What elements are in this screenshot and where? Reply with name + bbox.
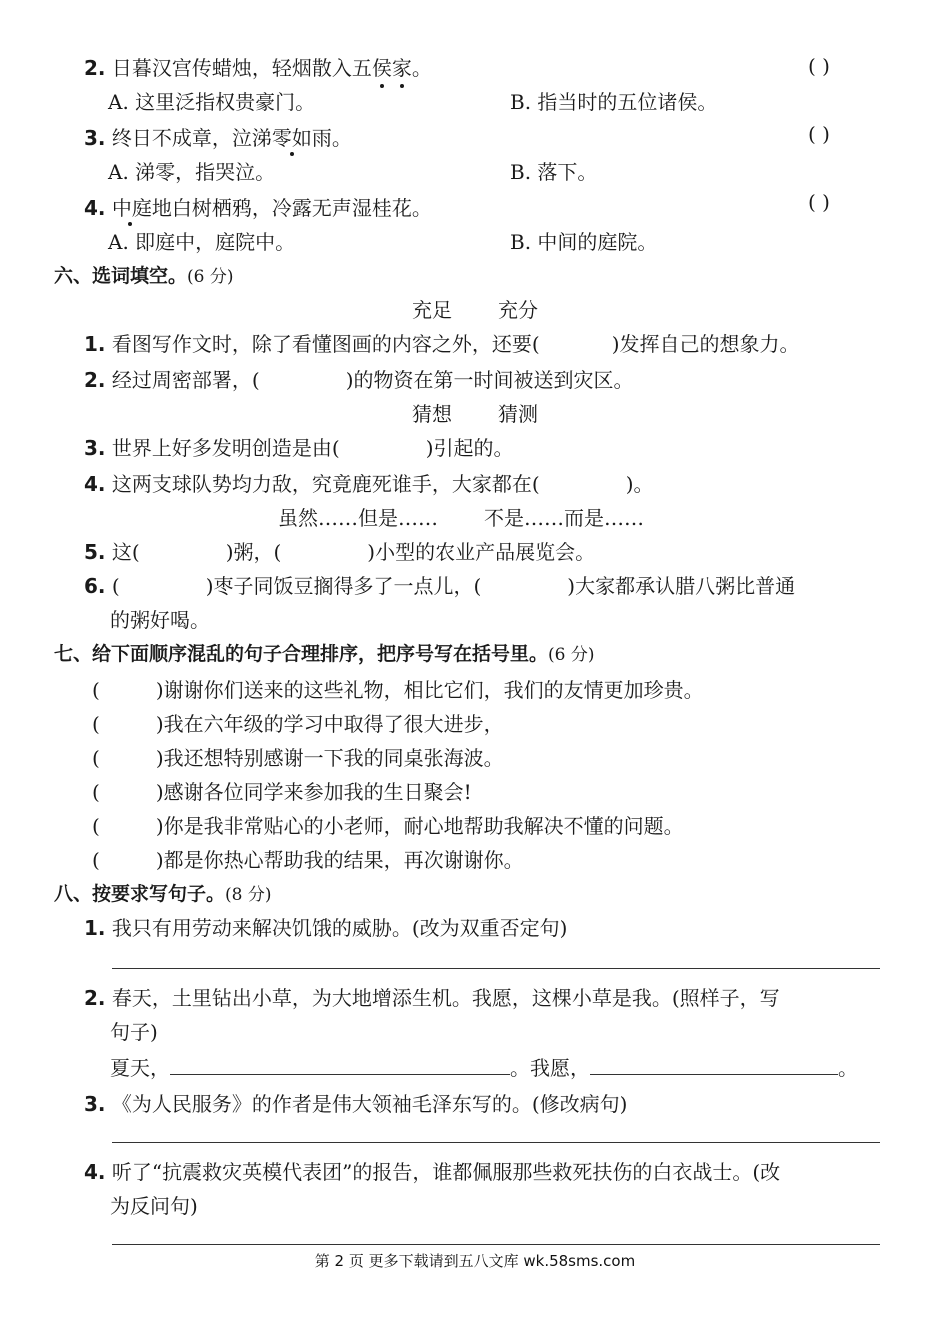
item-number: 3. bbox=[84, 436, 106, 460]
order-sentence: 我还想特别感谢一下我的同桌张海波。 bbox=[163, 746, 504, 770]
q6-item-2 bbox=[84, 366, 634, 394]
section-6-heading bbox=[54, 262, 234, 291]
fill-label: 。我愿， bbox=[510, 1056, 590, 1080]
item-number: 4. bbox=[84, 196, 106, 220]
heading-text: 六、选词填空。 bbox=[54, 265, 188, 287]
q8-item-2-cont: 句子) bbox=[110, 1020, 158, 1044]
item-text: )大家都承认腊八粥比普通 bbox=[567, 574, 796, 598]
item-number: 1. bbox=[84, 916, 106, 940]
answer-paren[interactable]: ( ) bbox=[808, 190, 830, 214]
item-text: 春天，土里钻出小草，为大地增添生机。我愿，这棵小草是我。(照样子，写 bbox=[111, 986, 780, 1010]
order-sentence: 你是我非常贴心的小老师，耐心地帮助我解决不懂的问题。 bbox=[163, 814, 684, 838]
item-text: )小型的农业产品展览会。 bbox=[367, 540, 596, 564]
order-paren-open[interactable]: ( bbox=[92, 848, 100, 872]
option-b: B. 中间的庭院。 bbox=[510, 230, 658, 254]
word-choice: 充分 bbox=[498, 298, 538, 322]
score-label: (6 分) bbox=[548, 645, 595, 665]
q8-item-4-cont: 为反问句) bbox=[110, 1194, 198, 1218]
emphasis-dot bbox=[400, 84, 404, 88]
word-choices-1 bbox=[412, 296, 538, 324]
section-7-heading bbox=[54, 640, 595, 669]
score-label: (6 分) bbox=[187, 267, 234, 287]
item-text: 这两支球队势均力敌，究竟鹿死谁手，大家都在( bbox=[111, 472, 540, 496]
option-a: A. 这里泛指权贵豪门。 bbox=[108, 90, 316, 114]
item-number: 2. bbox=[84, 368, 106, 392]
item-number: 2. bbox=[84, 986, 106, 1010]
order-paren-open[interactable]: ( bbox=[92, 814, 100, 838]
item-number: 3. bbox=[84, 126, 106, 150]
item-text: )枣子同饭豆搁得多了一点儿，( bbox=[205, 574, 482, 598]
item-text: )粥，( bbox=[225, 540, 282, 564]
q8-item-4 bbox=[84, 1158, 780, 1186]
emphasis-dot bbox=[290, 152, 294, 156]
item-number: 3. bbox=[84, 1092, 106, 1116]
order-sentence: 谢谢你们送来的这些礼物，相比它们，我们的友情更加珍贵。 bbox=[163, 678, 704, 702]
page-footer: 第 2 页 更多下载请到五八文库 wk.58sms.com bbox=[314, 1252, 636, 1270]
q5-item-4 bbox=[84, 194, 432, 222]
q6-item-3 bbox=[84, 434, 514, 462]
item-text: 《为人民服务》的作者是伟大领袖毛泽东写的。(修改病句) bbox=[111, 1092, 628, 1116]
word-choice: 虽然……但是…… bbox=[278, 506, 438, 530]
answer-paren[interactable]: ( ) bbox=[808, 122, 830, 146]
option-b: B. 指当时的五位诸侯。 bbox=[510, 90, 718, 114]
order-item: ( )都是你热心帮助我的结果，再次谢谢你。 bbox=[92, 848, 524, 872]
fill-blank[interactable] bbox=[590, 1054, 838, 1075]
order-item: ( )你是我非常贴心的小老师，耐心地帮助我解决不懂的问题。 bbox=[92, 814, 684, 838]
emphasis-dot bbox=[380, 84, 384, 88]
heading-text: 八、按要求写句子。 bbox=[54, 883, 226, 905]
item-text: 听了“抗震救灾英模代表团”的报告，谁都佩服那些救死扶伤的白衣战士。(改 bbox=[111, 1160, 781, 1184]
order-sentence: 我在六年级的学习中取得了很大进步， bbox=[163, 712, 504, 736]
q8-item-2 bbox=[84, 984, 780, 1012]
item-text: )发挥自己的想象力。 bbox=[611, 332, 800, 356]
answer-line[interactable] bbox=[112, 968, 880, 969]
item-text: 我只有用劳动来解决饥饿的威胁。(改为双重否定句) bbox=[111, 916, 568, 940]
option-b: B. 落下。 bbox=[510, 160, 598, 184]
q8-item-2-fill bbox=[110, 1054, 858, 1082]
q8-item-3 bbox=[84, 1090, 627, 1118]
answer-line[interactable] bbox=[112, 1142, 880, 1143]
fill-label: 夏天， bbox=[110, 1056, 170, 1080]
order-paren-open[interactable]: ( bbox=[92, 780, 100, 804]
answer-paren[interactable]: ( ) bbox=[808, 54, 830, 78]
item-text: 看图写作文时，除了看懂图画的内容之外，还要( bbox=[111, 332, 540, 356]
item-number: 6. bbox=[84, 574, 106, 598]
item-text: 这( bbox=[111, 540, 140, 564]
item-number: 5. bbox=[84, 540, 106, 564]
fill-label: 。 bbox=[838, 1056, 858, 1080]
q6-item-6 bbox=[84, 572, 795, 600]
q5-item-3 bbox=[84, 124, 352, 152]
item-number: 1. bbox=[84, 332, 106, 356]
word-choice: 充足 bbox=[412, 298, 452, 322]
order-paren-open[interactable]: ( bbox=[92, 746, 100, 770]
order-paren-open[interactable]: ( bbox=[92, 712, 100, 736]
word-choice: 不是……而是…… bbox=[484, 506, 644, 530]
emphasis-dot bbox=[128, 222, 132, 226]
word-choices-3 bbox=[278, 504, 644, 532]
word-choice: 猜想 bbox=[412, 402, 452, 426]
item-text: )引起的。 bbox=[425, 436, 514, 460]
order-paren-open[interactable]: ( bbox=[92, 678, 100, 702]
item-text: )的物资在第一时间被送到灾区。 bbox=[345, 368, 634, 392]
order-sentence: 都是你热心帮助我的结果，再次谢谢你。 bbox=[163, 848, 524, 872]
section-8-heading bbox=[54, 880, 272, 909]
item-text: 世界上好多发明创造是由( bbox=[111, 436, 340, 460]
item-text: 经过周密部署，( bbox=[111, 368, 260, 392]
q5-item-2 bbox=[84, 54, 432, 82]
item-text: )。 bbox=[625, 472, 654, 496]
item-number: 4. bbox=[84, 1160, 106, 1184]
q6-item-5 bbox=[84, 538, 595, 566]
order-item: ( )谢谢你们送来的这些礼物，相比它们，我们的友情更加珍贵。 bbox=[92, 678, 704, 702]
answer-line[interactable] bbox=[112, 1244, 880, 1245]
item-number: 2. bbox=[84, 56, 106, 80]
fill-blank[interactable] bbox=[170, 1054, 510, 1075]
item-number: 4. bbox=[84, 472, 106, 496]
order-item: ( )感谢各位同学来参加我的生日聚会! bbox=[92, 780, 472, 804]
q8-item-1 bbox=[84, 914, 567, 942]
option-a: A. 即庭中，庭院中。 bbox=[108, 230, 296, 254]
item-text: 终日不成章，泣涕零如雨。 bbox=[111, 126, 352, 150]
order-item: ( )我还想特别感谢一下我的同桌张海波。 bbox=[92, 746, 504, 770]
score-label: (8 分) bbox=[225, 885, 272, 905]
heading-text: 七、给下面顺序混乱的句子合理排序，把序号写在括号里。 bbox=[54, 643, 549, 665]
order-sentence: 感谢各位同学来参加我的生日聚会! bbox=[163, 780, 472, 804]
option-a: A. 涕零，指哭泣。 bbox=[108, 160, 276, 184]
item-text: 日暮汉宫传蜡烛，轻烟散入五侯家。 bbox=[111, 56, 432, 80]
q6-item-4 bbox=[84, 470, 654, 498]
word-choices-2 bbox=[412, 400, 538, 428]
item-text: ( bbox=[111, 574, 120, 598]
order-item: ( )我在六年级的学习中取得了很大进步， bbox=[92, 712, 504, 736]
word-choice: 猜测 bbox=[498, 402, 538, 426]
item-text: 中庭地白树栖鸦，冷露无声湿桂花。 bbox=[111, 196, 432, 220]
q6-item-6-cont: 的粥好喝。 bbox=[110, 608, 210, 632]
q6-item-1 bbox=[84, 330, 800, 358]
